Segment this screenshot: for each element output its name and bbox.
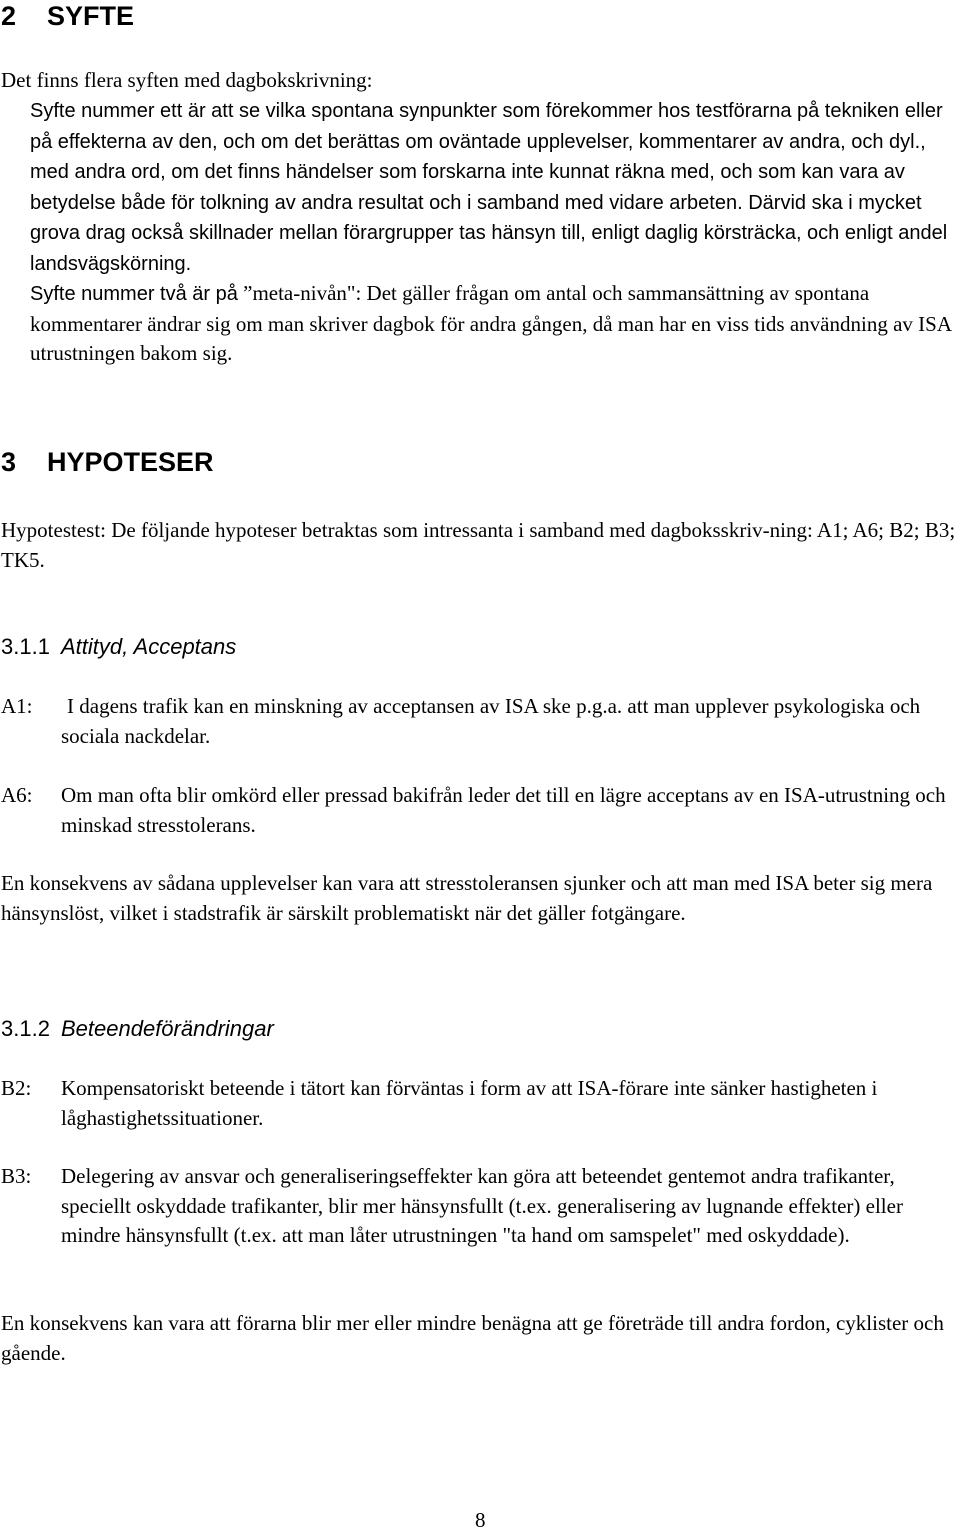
section-number: 2	[1, 1, 17, 31]
hypothesis-text: I dagens trafik kan en minskning av acceptansen av ISA ske p.g.a. att man upplever psykologiska och sociala nackdelar.	[61, 694, 921, 748]
section-3-intro: Hypotestest: De följande hypoteser betraktas som intressanta i samband med dagboksskriv-ning: A1; A6; B2; B3; TK5.	[1, 518, 956, 572]
hypothesis-text: Om man ofta blir omkörd eller pressad bakifrån leder det till en lägre acceptans av en ISA-utrustning och minskad stresstolerans.	[61, 783, 946, 837]
purpose-text-sans: Syfte nummer två är på	[30, 283, 238, 305]
page-number: 8	[475, 1508, 486, 1532]
subsection-3-1-1-heading	[1, 633, 236, 661]
subsection-title: Attityd, Acceptans	[61, 634, 237, 659]
list-number	[1, 279, 30, 309]
section-2-heading	[1, 0, 134, 32]
purpose-text: Syfte nummer ett är att se vilka spontana synpunkter som förekommer hos testförarna på tekniken eller på effekterna av den, och om det berättas om oväntade upplevelser, kommentarer av andra, och dyl., med andra ord, om det finns händelser som forskarna inte kunnat räkna med, och som kan vara av betydelse både för tolkning av andra resultat och i samband med vidare arbeten. Därvid ska i mycket grova drag också skillnader mellan förargrupper tas hänsyn till, enligt daglig körsträcka, och enligt andel landsvägskörning.	[30, 100, 948, 275]
hypothesis-text: Delegering av ansvar och generaliseringseffekter kan göra att beteendet gentemot andra trafikanter, speciellt oskyddade trafikanter, blir mer hänsynsfullt (t.ex. generalisering av lugnande effekter) eller mindre hänsynsfullt (t.ex. att man låter utrustningen "ta hand om samspelet" med oskyddade).	[61, 1164, 903, 1247]
hypothesis-a1	[1, 692, 959, 751]
section-3-heading	[1, 446, 214, 478]
section-number: 3	[1, 447, 17, 477]
hypothesis-a6	[1, 781, 959, 840]
list-number	[1, 96, 30, 126]
section-title: HYPOTESER	[47, 447, 214, 477]
consequence-paragraph-1: En konsekvens av sådana upplevelser kan vara att stresstoleransen sjunker och att man med ISA beter sig mera hänsynslöst, vilket i stadstrafik är särskilt problematiskt när det gäller fotgängare.	[1, 871, 933, 925]
purpose-list	[1, 96, 959, 369]
hypothesis-label: B2:	[1, 1076, 32, 1100]
purpose-item-2	[1, 279, 959, 369]
hypothesis-b3	[1, 1162, 959, 1251]
hypothesis-label: A6:	[1, 783, 33, 807]
hypothesis-b2	[1, 1074, 959, 1133]
section-2-intro: Det finns flera syften med dagbokskrivning:	[1, 68, 373, 92]
subsection-title: Beteendeförändringar	[61, 1016, 274, 1041]
hypothesis-label: A1:	[1, 694, 33, 718]
purpose-text-serif: ”meta-nivån": Det gäller frågan om antal och sammansättning av spontana kommentarer ändrar sig om man skriver dagbok för andra gången, då man har en viss tids användning av ISA utrustningen bakom sig.	[30, 281, 951, 365]
hypothesis-label: B3:	[1, 1164, 32, 1188]
hypothesis-text: Kompensatoriskt beteende i tätort kan förväntas i form av att ISA-förare inte sänker hastigheten i låghastighetssituationer.	[61, 1076, 878, 1130]
subsection-3-1-2-heading	[1, 1015, 274, 1043]
purpose-item-1	[1, 96, 959, 279]
subsection-number: 3.1.2	[1, 1016, 50, 1041]
subsection-number: 3.1.1	[1, 634, 50, 659]
section-title: SYFTE	[47, 1, 135, 31]
consequence-paragraph-2: En konsekvens kan vara att förarna blir mer eller mindre benägna att ge företräde till andra fordon, cyklister och gående.	[1, 1311, 944, 1365]
